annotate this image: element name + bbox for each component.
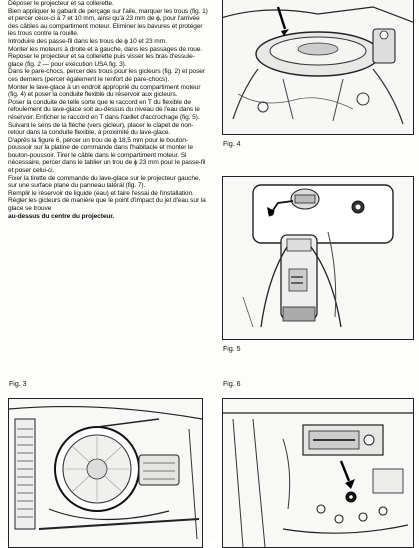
figure-6-illustration <box>222 398 414 548</box>
instruction-paragraph: Monter les moteurs à droite et à gauche, dans les passages de roue. <box>8 45 203 53</box>
figure-4-illustration <box>222 0 414 135</box>
instruction-paragraph: Introduire des passe-fil dans les trous de ɸ 10 et 23 mm. <box>8 37 167 45</box>
instruction-paragraph: Déposer le projecteur et sa collerette. <box>8 0 114 7</box>
instructions-text <box>8 0 208 220</box>
instruction-paragraph: Dans le pare-chocs, percer des trous pour les gicleurs (fig. 2) et poser ces derniers (percer également le renfort de pare-chocs). <box>8 68 205 83</box>
instruction-paragraph: D'après la figure 6, percer un trou de ɸ 18,5 mm pour le bouton-poussoir sur la platine de commande dans l'habitacle et monter le bouton-poussoir. Tirer le câble dans le compartiment moteur. Si nécessaire, percer dans le tablier un trou de ɸ 23 mm pour le passe-fil et poser celui-ci. <box>8 136 206 175</box>
figure-5-caption: Fig. 5 <box>223 346 241 353</box>
instruction-paragraph: Fixer la tirette de commande du lave-glace sur le projecteur gauche, sur une surface plane du panneau latéral (fig. 7). <box>8 174 201 190</box>
instruction-paragraph: Suivant le sens de la flèche (vers gicleur), placer le clapet de non-retour dans la conduite flexible, à proximité du lave-glace. <box>8 121 194 137</box>
figure-4-caption: Fig. 4 <box>223 141 241 148</box>
instruction-paragraph: Monter le lave-glace à un endroit approprié du compartiment moteur (fig. 4) et poser la conduite flexible du réservoir aux gicleurs. <box>8 83 201 99</box>
figure-5-illustration <box>222 176 414 340</box>
figure-6-caption: Fig. 6 <box>223 381 241 388</box>
figure-3-caption: Fig. 3 <box>9 381 27 388</box>
instruction-paragraph: Remplir le réservoir de liquide (eau) et faire l'essai de l'installation. Régler les gicleurs de manière que le point d'impact du jet d'eau sur la glace se trouve <box>8 189 206 213</box>
instruction-paragraph: Poser la conduite de telle sorte que le raccord en T du flexible de refoulement du lave-glace soit au-dessus du niveau de l'eau dans le réservoir. Enficher le raccord en T dans l'œillet d'accrochage (fig. 5). <box>8 98 200 121</box>
instruction-paragraph: au-dessus du centre du projecteur. <box>8 212 115 220</box>
instruction-paragraph: Bien appliquer le gabarit de perçage sur l'aile, marquer les trous (fig. 1) et percer ceux-ci à 7 et 10 mm, ainsi qu'à 23 mm de ɸ, pour l'arrivée des câbles au compartiment moteur. Eliminer les bavures et protéger les trous contre la rouille. <box>8 7 208 38</box>
instruction-paragraph: Reposer le projecteur et sa collerette puis visser les bras d'essuie-glace (fig. 2 — pour exécution USA fig. 3). <box>8 53 195 68</box>
figure-3-illustration <box>8 398 203 548</box>
